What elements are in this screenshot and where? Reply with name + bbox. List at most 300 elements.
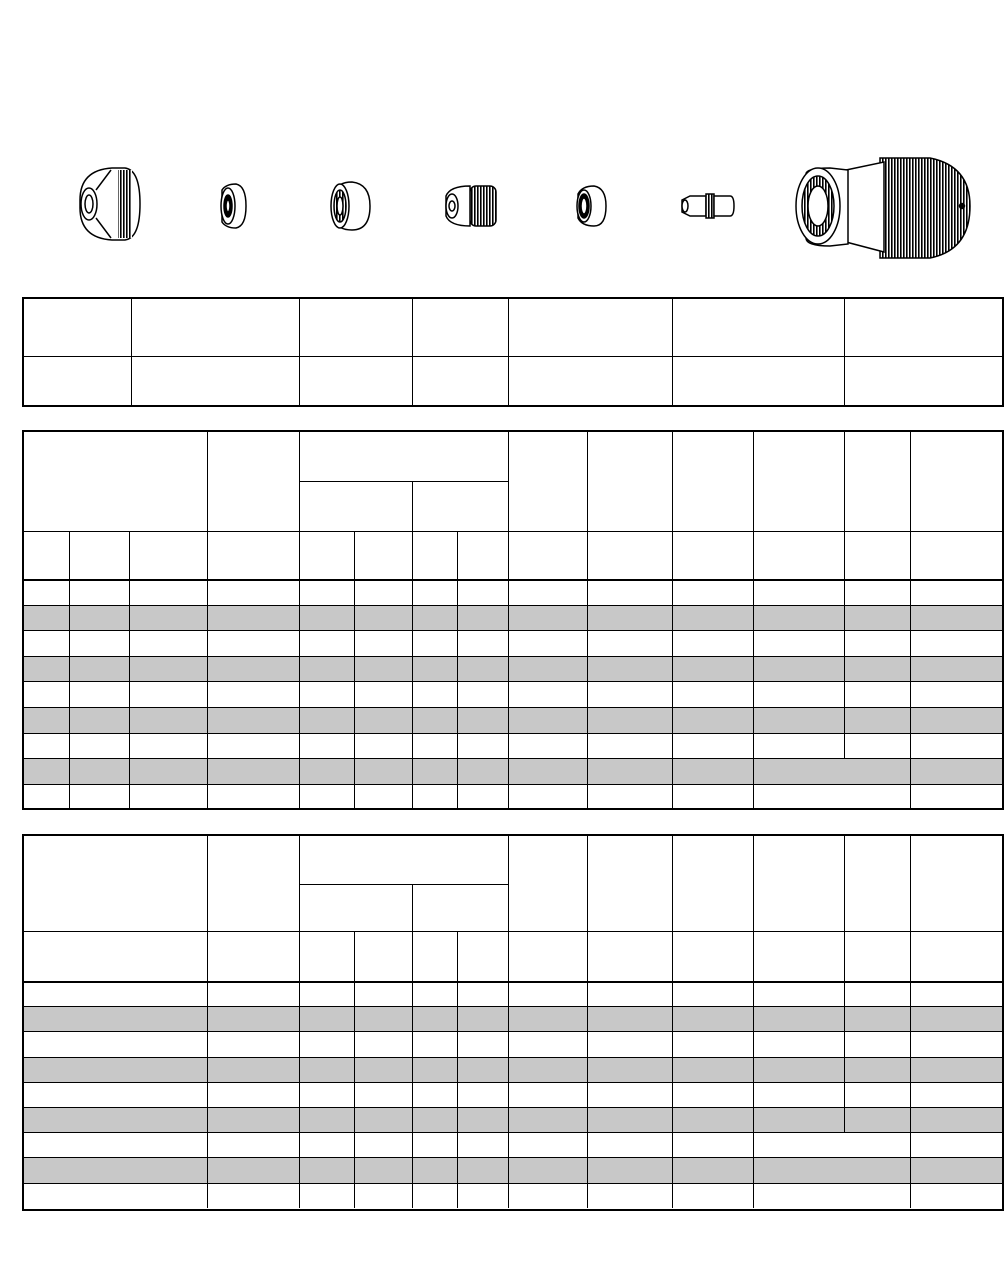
table-row-cell — [354, 707, 412, 733]
header-table — [22, 297, 1004, 407]
table-row-cell — [207, 579, 299, 605]
header-table-cell — [24, 356, 131, 405]
table-row-cell — [753, 784, 910, 810]
table-row-cell — [354, 1157, 412, 1182]
table-row-cell — [412, 1157, 457, 1182]
table-row-cell — [587, 656, 672, 682]
table-row-cell — [672, 1183, 753, 1208]
unit-cell — [299, 931, 354, 981]
table-row-cell — [299, 1082, 354, 1107]
table-row-cell — [207, 758, 299, 784]
table-row-cell — [508, 1082, 587, 1107]
table-row-cell — [587, 605, 672, 631]
table-row-cell — [207, 733, 299, 759]
table-row-cell — [910, 784, 1002, 810]
table-row-cell — [24, 1057, 207, 1082]
table-row-cell — [844, 1082, 910, 1107]
table-row-cell — [354, 1031, 412, 1056]
table-row-cell — [354, 1006, 412, 1031]
column-header — [587, 836, 672, 931]
table-row-cell — [24, 681, 69, 707]
table-row-cell — [354, 1082, 412, 1107]
unit-cell — [412, 931, 457, 981]
table-row-cell — [587, 981, 672, 1006]
table-row-cell — [844, 579, 910, 605]
table-row-cell — [844, 605, 910, 631]
table-row-cell — [24, 1157, 207, 1182]
column-header — [910, 836, 1002, 931]
table-row-cell — [844, 681, 910, 707]
table-row-cell — [207, 981, 299, 1006]
table-row-cell — [299, 1057, 354, 1082]
table-row-cell — [24, 733, 69, 759]
table-row-cell — [844, 733, 910, 759]
table-row-cell — [672, 1057, 753, 1082]
table-row-cell — [844, 981, 910, 1006]
column-header — [207, 432, 299, 531]
torch-body-icon — [796, 158, 970, 258]
column-subheader — [299, 884, 412, 931]
header-table-cell — [412, 299, 508, 356]
table-row-cell — [587, 733, 672, 759]
table-row-cell — [910, 1132, 1002, 1157]
table-row-cell — [412, 707, 457, 733]
unit-cell — [207, 931, 299, 981]
table-row-cell — [457, 1107, 508, 1132]
table-row-cell — [69, 579, 129, 605]
table-row-cell — [753, 1082, 844, 1107]
table-row-cell — [672, 733, 753, 759]
table-row-cell — [24, 1107, 207, 1132]
header-table-cell — [299, 299, 412, 356]
table-row-cell — [457, 1082, 508, 1107]
unit-cell — [412, 531, 457, 579]
column-header — [910, 432, 1002, 531]
table-row-cell — [412, 981, 457, 1006]
table-row-cell — [24, 1183, 207, 1208]
table-row-cell — [129, 605, 207, 631]
table-row-cell — [844, 1107, 910, 1132]
table-row-cell — [299, 579, 354, 605]
table-row-cell — [753, 681, 844, 707]
table-row-cell — [587, 758, 672, 784]
column-header — [587, 432, 672, 531]
table-row-cell — [24, 758, 69, 784]
table-row-cell — [207, 784, 299, 810]
table-row-cell — [299, 707, 354, 733]
table-row-cell — [69, 707, 129, 733]
table-row-cell — [457, 605, 508, 631]
table-row-cell — [299, 1006, 354, 1031]
table-row-cell — [508, 1006, 587, 1031]
unit-cell — [354, 931, 412, 981]
table-row-cell — [299, 733, 354, 759]
table-row-cell — [412, 1183, 457, 1208]
table-row-cell — [753, 707, 844, 733]
column-header — [753, 836, 844, 931]
table-row-cell — [299, 630, 354, 656]
table-row-cell — [910, 579, 1002, 605]
table-row-cell — [457, 784, 508, 810]
table-row-cell — [753, 656, 844, 682]
table-row-cell — [457, 1057, 508, 1082]
table-row-cell — [354, 656, 412, 682]
table-row-cell — [508, 1132, 587, 1157]
table-row-cell — [354, 784, 412, 810]
table-row-cell — [508, 1107, 587, 1132]
unit-cell — [587, 931, 672, 981]
table-row-cell — [299, 758, 354, 784]
table-row-cell — [753, 1006, 844, 1031]
table-row-cell — [354, 1057, 412, 1082]
table-row-cell — [207, 605, 299, 631]
column-group-header — [299, 836, 508, 884]
table-row-cell — [508, 784, 587, 810]
table-row-cell — [672, 605, 753, 631]
table-row-cell — [672, 1157, 753, 1182]
shield-icon — [80, 168, 140, 240]
table-row-cell — [299, 784, 354, 810]
table-row-cell — [910, 1057, 1002, 1082]
table-row-cell — [354, 681, 412, 707]
table-row-cell — [587, 1183, 672, 1208]
unit-cell — [587, 531, 672, 579]
table-row-cell — [753, 1183, 910, 1208]
table-row-cell — [69, 733, 129, 759]
table-row-cell — [207, 1132, 299, 1157]
table-row-cell — [844, 656, 910, 682]
table-row-cell — [354, 630, 412, 656]
table-row-cell — [207, 656, 299, 682]
table-row-cell — [69, 758, 129, 784]
table-row-cell — [207, 1031, 299, 1056]
table-row-cell — [299, 1031, 354, 1056]
table-row-cell — [354, 758, 412, 784]
table-row-cell — [753, 1031, 844, 1056]
table-row-cell — [457, 707, 508, 733]
unit-cell — [299, 531, 354, 579]
unit-cell — [129, 531, 207, 579]
table-row-cell — [844, 1057, 910, 1082]
table-row-cell — [508, 981, 587, 1006]
table-row-cell — [207, 1082, 299, 1107]
table-row-cell — [457, 1183, 508, 1208]
nozzle-icon — [446, 186, 496, 226]
table-row-cell — [457, 1132, 508, 1157]
table-row-cell — [672, 758, 753, 784]
table-row-cell — [753, 1107, 844, 1132]
column-header — [24, 836, 207, 931]
table-row-cell — [587, 707, 672, 733]
column-header — [672, 432, 753, 531]
table-row-cell — [412, 579, 457, 605]
table-row-cell — [207, 1057, 299, 1082]
table-row-cell — [354, 605, 412, 631]
table-row-cell — [672, 579, 753, 605]
table-row-cell — [24, 1132, 207, 1157]
table-row-cell — [753, 981, 844, 1006]
table-row-cell — [910, 1183, 1002, 1208]
table-row-cell — [753, 630, 844, 656]
table-row-cell — [910, 1157, 1002, 1182]
table-row-cell — [844, 707, 910, 733]
table-row-cell — [587, 1107, 672, 1132]
unit-cell — [844, 931, 910, 981]
table-row-cell — [587, 1057, 672, 1082]
unit-cell — [24, 931, 207, 981]
table-row-cell — [508, 707, 587, 733]
table-row-cell — [910, 1031, 1002, 1056]
column-subheader — [299, 481, 412, 531]
table-row-cell — [910, 1107, 1002, 1132]
header-table-cell — [24, 299, 131, 356]
unit-cell — [207, 531, 299, 579]
column-header — [753, 432, 844, 531]
table-row-cell — [672, 1107, 753, 1132]
table-row-cell — [412, 605, 457, 631]
table-row-cell — [672, 1132, 753, 1157]
unit-cell — [69, 531, 129, 579]
table-row-cell — [299, 981, 354, 1006]
table-row-cell — [672, 1082, 753, 1107]
table-row-cell — [508, 1031, 587, 1056]
table-row-cell — [910, 707, 1002, 733]
nozzle-retainer-icon — [331, 182, 370, 230]
table-row-cell — [672, 981, 753, 1006]
column-header — [508, 836, 587, 931]
table-row-cell — [412, 1006, 457, 1031]
table-row-cell — [587, 784, 672, 810]
table-row-cell — [587, 1006, 672, 1031]
unit-cell — [24, 531, 69, 579]
table-row-cell — [412, 630, 457, 656]
table-row-cell — [753, 733, 844, 759]
table-row-cell — [672, 681, 753, 707]
unit-cell — [457, 531, 508, 579]
table-row-cell — [24, 1082, 207, 1107]
table-row-cell — [69, 630, 129, 656]
table-row-cell — [508, 656, 587, 682]
table-row-cell — [354, 1183, 412, 1208]
table-row-cell — [129, 656, 207, 682]
table-row-cell — [672, 784, 753, 810]
unit-cell — [672, 531, 753, 579]
unit-cell — [753, 531, 844, 579]
table-row-cell — [24, 579, 69, 605]
table-row-cell — [129, 784, 207, 810]
table-row-cell — [508, 1057, 587, 1082]
table-row-cell — [412, 1132, 457, 1157]
table-row-cell — [207, 1183, 299, 1208]
table-row-cell — [69, 656, 129, 682]
table-row-cell — [207, 1107, 299, 1132]
table-row-cell — [24, 605, 69, 631]
table-row-cell — [508, 1157, 587, 1182]
table-row-cell — [587, 681, 672, 707]
table-row-cell — [412, 758, 457, 784]
table-row-cell — [129, 707, 207, 733]
table-row-cell — [24, 981, 207, 1006]
table-row-cell — [508, 1183, 587, 1208]
table-row-cell — [910, 630, 1002, 656]
table-row-cell — [672, 630, 753, 656]
table-row-cell — [299, 1183, 354, 1208]
unit-cell — [508, 531, 587, 579]
table-row-cell — [24, 656, 69, 682]
table-row-cell — [508, 681, 587, 707]
table-row-cell — [844, 1031, 910, 1056]
table-row-cell — [910, 656, 1002, 682]
cut-chart-table-a — [22, 430, 1004, 810]
table-row-cell — [69, 681, 129, 707]
table-row-cell — [457, 630, 508, 656]
table-row-cell — [299, 605, 354, 631]
table-row-cell — [587, 1157, 672, 1182]
table-row-cell — [412, 733, 457, 759]
table-row-cell — [129, 758, 207, 784]
table-row-cell — [753, 579, 844, 605]
table-row-cell — [299, 1107, 354, 1132]
table-row-cell — [412, 1057, 457, 1082]
table-row-cell — [299, 1132, 354, 1157]
table-row-cell — [354, 579, 412, 605]
table-row-cell — [457, 681, 508, 707]
cut-chart-table-b — [22, 834, 1004, 1211]
table-row-cell — [69, 784, 129, 810]
table-row-cell — [24, 784, 69, 810]
table-row-cell — [412, 1082, 457, 1107]
table-row-cell — [354, 733, 412, 759]
table-row-cell — [129, 733, 207, 759]
shield-retainer-icon — [221, 184, 246, 228]
header-table-cell — [508, 299, 672, 356]
header-table-cell — [672, 356, 844, 405]
header-table-cell — [412, 356, 508, 405]
table-row-cell — [24, 630, 69, 656]
table-row-cell — [354, 1132, 412, 1157]
table-row-cell — [457, 1157, 508, 1182]
table-row-cell — [844, 630, 910, 656]
table-row-cell — [672, 656, 753, 682]
table-row-cell — [508, 733, 587, 759]
table-row-cell — [910, 1006, 1002, 1031]
table-row-cell — [508, 630, 587, 656]
table-row-cell — [910, 758, 1002, 784]
header-table-cell — [508, 356, 672, 405]
column-header — [207, 836, 299, 931]
table-row-cell — [299, 656, 354, 682]
table-row-cell — [412, 681, 457, 707]
table-row-cell — [672, 707, 753, 733]
table-row-cell — [129, 630, 207, 656]
consumable-parts-strip — [0, 140, 1005, 270]
table-row-cell — [587, 1132, 672, 1157]
table-row-cell — [412, 1107, 457, 1132]
column-group-header — [299, 432, 508, 481]
header-table-cell — [131, 356, 299, 405]
table-row-cell — [844, 1006, 910, 1031]
unit-cell — [457, 931, 508, 981]
header-table-cell — [844, 356, 1002, 405]
column-header — [844, 836, 910, 931]
table-row-cell — [207, 707, 299, 733]
header-table-cell — [299, 356, 412, 405]
table-row-cell — [207, 681, 299, 707]
unit-cell — [508, 931, 587, 981]
table-row-cell — [910, 681, 1002, 707]
swirl-ring-icon — [577, 186, 606, 226]
table-row-cell — [299, 1157, 354, 1182]
unit-cell — [910, 531, 1002, 579]
table-row-cell — [910, 733, 1002, 759]
table-row-cell — [672, 1031, 753, 1056]
column-header — [508, 432, 587, 531]
header-table-cell — [672, 299, 844, 356]
table-row-cell — [207, 630, 299, 656]
table-row-cell — [412, 1031, 457, 1056]
table-row-cell — [412, 656, 457, 682]
table-row-cell — [753, 1132, 910, 1157]
table-row-cell — [508, 605, 587, 631]
table-row-cell — [354, 981, 412, 1006]
table-row-cell — [508, 579, 587, 605]
table-row-cell — [299, 681, 354, 707]
table-row-cell — [24, 1031, 207, 1056]
header-table-cell — [844, 299, 1002, 356]
table-row-cell — [587, 579, 672, 605]
table-row-cell — [207, 1157, 299, 1182]
column-subheader — [412, 884, 508, 931]
electrode-icon — [682, 194, 734, 218]
table-row-cell — [457, 1006, 508, 1031]
table-row-cell — [753, 1157, 910, 1182]
table-row-cell — [457, 656, 508, 682]
unit-cell — [753, 931, 844, 981]
unit-cell — [844, 531, 910, 579]
table-row-cell — [457, 579, 508, 605]
table-row-cell — [753, 758, 910, 784]
table-row-cell — [753, 1057, 844, 1082]
table-row-cell — [457, 733, 508, 759]
table-row-cell — [457, 981, 508, 1006]
table-row-cell — [129, 579, 207, 605]
unit-cell — [672, 931, 753, 981]
table-row-cell — [412, 784, 457, 810]
table-row-cell — [24, 1006, 207, 1031]
header-table-cell — [131, 299, 299, 356]
table-row-cell — [753, 605, 844, 631]
table-row-cell — [587, 630, 672, 656]
unit-cell — [910, 931, 1002, 981]
table-row-cell — [587, 1082, 672, 1107]
table-row-cell — [457, 758, 508, 784]
unit-cell — [354, 531, 412, 579]
column-header — [672, 836, 753, 931]
column-subheader — [412, 481, 508, 531]
column-header — [24, 432, 207, 531]
table-row-cell — [69, 605, 129, 631]
table-row-cell — [207, 1006, 299, 1031]
table-row-cell — [910, 605, 1002, 631]
table-row-cell — [129, 681, 207, 707]
table-row-cell — [910, 1082, 1002, 1107]
table-row-cell — [354, 1107, 412, 1132]
table-row-cell — [672, 1006, 753, 1031]
table-row-cell — [587, 1031, 672, 1056]
column-header — [844, 432, 910, 531]
table-row-cell — [457, 1031, 508, 1056]
table-row-cell — [910, 981, 1002, 1006]
